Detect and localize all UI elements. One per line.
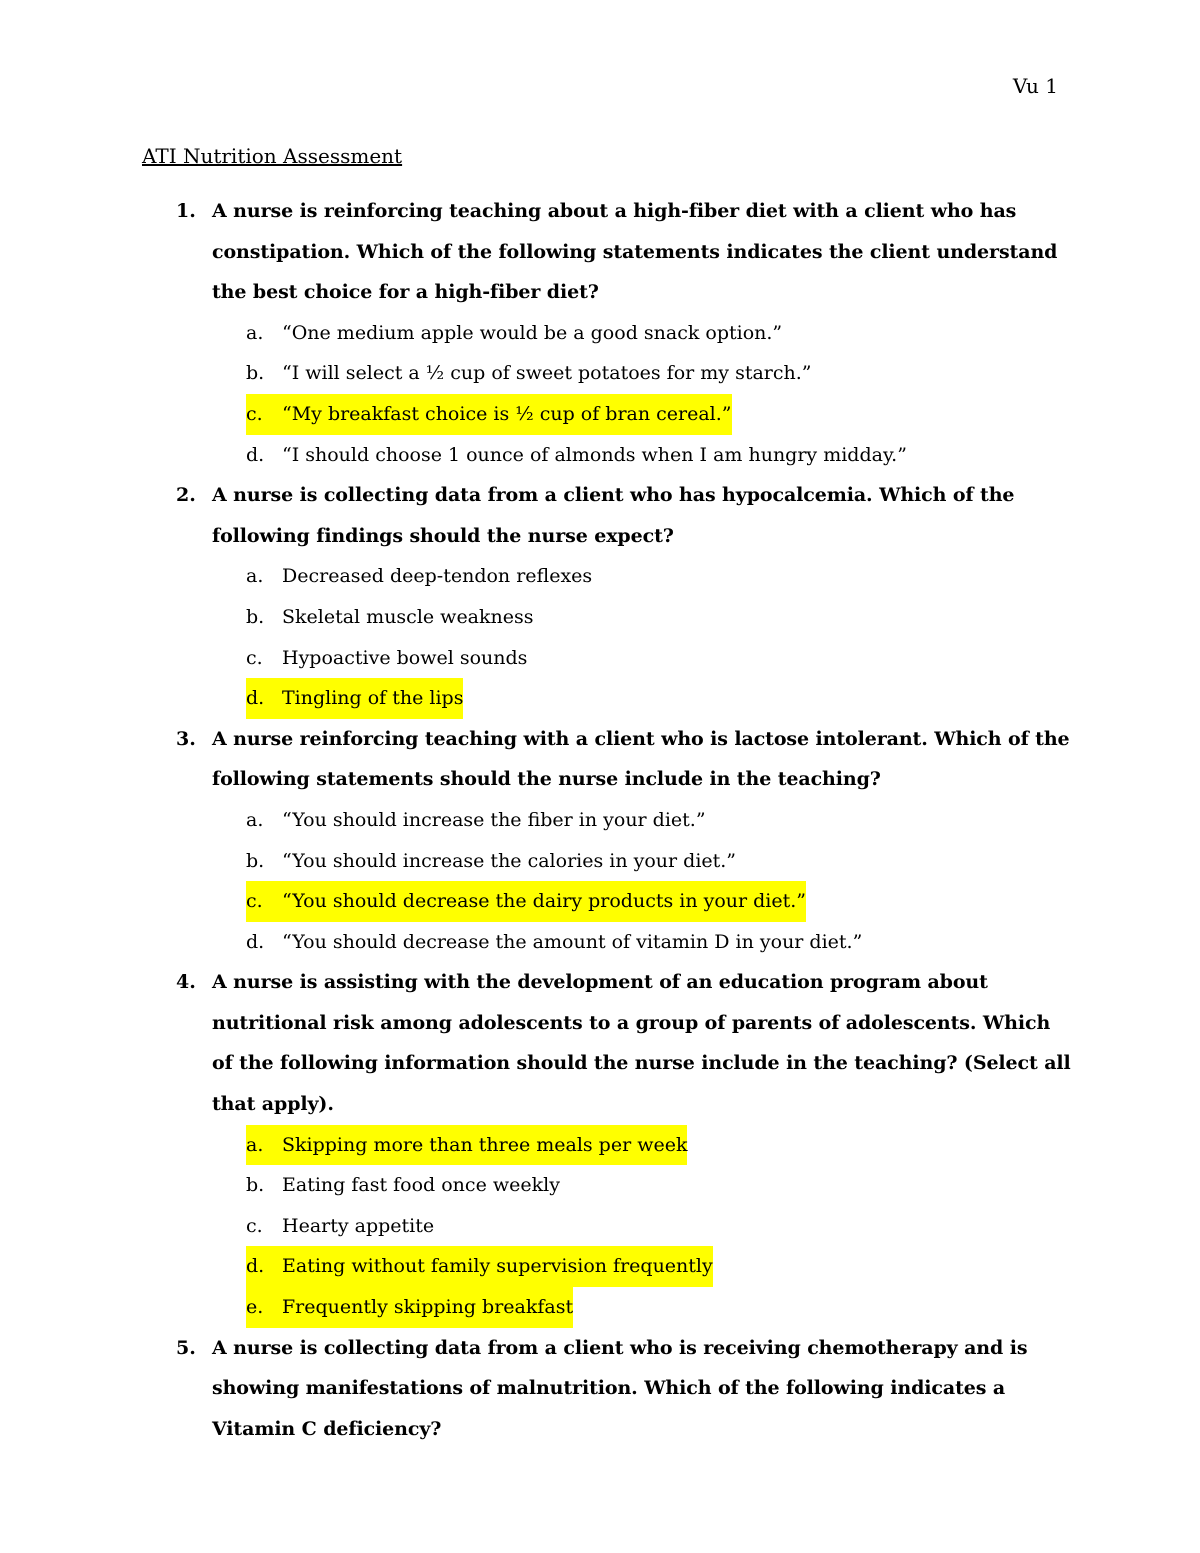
answer-letter: c. — [246, 402, 263, 425]
answer-text: Skipping more than three meals per week — [282, 1133, 688, 1156]
answer-letter: e. — [246, 1296, 264, 1319]
answer-option — [142, 1206, 1072, 1247]
answer-option-content — [246, 1287, 573, 1328]
question-text: A nurse is collecting data from a client who has hypocalcemia. Which of the following findings should the nurse expect? — [212, 484, 1015, 547]
answer-option — [142, 1165, 1072, 1206]
document-title: ATI Nutrition Assessment — [142, 144, 403, 168]
answer-letter: a. — [246, 1133, 264, 1156]
answer-option-highlighted — [142, 678, 1072, 719]
answer-option — [142, 800, 1072, 841]
answer-options — [142, 800, 1072, 962]
answer-letter: d. — [246, 1255, 265, 1278]
answer-text: Hearty appetite — [282, 1214, 435, 1237]
answer-text: “My breakfast choice is ½ cup of bran cereal.” — [282, 402, 732, 425]
question-item — [142, 1328, 1072, 1450]
answer-option — [142, 597, 1072, 638]
answer-option-content — [246, 556, 592, 597]
question-text: A nurse is assisting with the development of an education program about nutritional risk among adolescents to a group of parents of adolescents. Which of the following information should the nurse include in the teaching? (Select all that apply). — [212, 971, 1071, 1116]
answer-text: Eating fast food once weekly — [282, 1174, 560, 1197]
question-number: 4. — [176, 971, 196, 994]
question-item — [142, 475, 1072, 719]
answer-text: “You should decrease the dairy products in your diet.” — [282, 890, 807, 913]
answer-option-content — [246, 1206, 434, 1247]
answer-text: Tingling of the lips — [282, 687, 464, 710]
answer-option — [142, 638, 1072, 679]
answer-text: Decreased deep-tendon reflexes — [282, 565, 593, 588]
answer-letter: b. — [246, 362, 265, 385]
answer-text: Hypoactive bowel sounds — [282, 646, 528, 669]
answer-text: Eating without family supervision frequently — [282, 1255, 713, 1278]
answer-option-content — [246, 597, 534, 638]
answer-option — [142, 556, 1072, 597]
answer-text: “You should decrease the amount of vitamin D in your diet.” — [282, 930, 863, 953]
answer-option — [142, 841, 1072, 882]
question-item — [142, 962, 1072, 1327]
answer-options — [142, 556, 1072, 718]
answer-letter: b. — [246, 1174, 265, 1197]
answer-option-content — [246, 678, 463, 719]
answer-option — [142, 353, 1072, 394]
question-list — [142, 191, 1072, 1449]
question-number: 3. — [176, 727, 196, 750]
answer-option — [142, 922, 1072, 963]
answer-text: “One medium apple would be a good snack option.” — [282, 321, 783, 344]
answer-text: “You should increase the fiber in your diet.” — [282, 808, 706, 831]
answer-options — [142, 1125, 1072, 1328]
answer-option-content — [246, 638, 527, 679]
question-item — [142, 191, 1072, 475]
answer-letter: d. — [246, 687, 265, 710]
answer-option-content — [246, 353, 812, 394]
answer-text: Frequently skipping breakfast — [282, 1296, 574, 1319]
answer-option-content — [246, 1165, 560, 1206]
answer-letter: a. — [246, 321, 264, 344]
page-header-label: Vu 1 — [1012, 74, 1058, 98]
answer-letter: d. — [246, 443, 265, 466]
question-number: 1. — [176, 200, 196, 222]
answer-option-highlighted — [142, 1287, 1072, 1328]
question-item — [142, 719, 1072, 963]
answer-option-highlighted — [142, 1125, 1072, 1166]
answer-option-content — [246, 394, 732, 435]
answer-text: “I should choose 1 ounce of almonds when I am hungry midday.” — [282, 443, 907, 466]
answer-text: Skeletal muscle weakness — [282, 605, 534, 628]
answer-option-content — [246, 313, 782, 354]
answer-letter: d. — [246, 930, 265, 953]
answer-letter: c. — [246, 646, 263, 669]
answer-option-content — [246, 800, 706, 841]
answer-option-highlighted — [142, 1246, 1072, 1287]
answer-option-content — [246, 922, 862, 963]
question-number: 5. — [176, 1336, 196, 1359]
answer-option-content — [246, 435, 907, 476]
answer-option-content — [246, 841, 736, 882]
answer-option — [142, 435, 1072, 476]
answer-option-highlighted — [142, 394, 1072, 435]
question-text: A nurse reinforcing teaching with a client who is lactose intolerant. Which of the following statements should the nurse include in the teaching? — [212, 727, 1070, 791]
answer-letter: a. — [246, 808, 264, 831]
question-number: 2. — [176, 484, 196, 507]
question-text: A nurse is reinforcing teaching about a high-fiber diet with a client who has constipation. Which of the following statements indicates the client understand the best choice for a high-fiber diet? — [212, 200, 1058, 304]
question-text: A nurse is collecting data from a client who is receiving chemotherapy and is showing manifestations of malnutrition. Which of the following indicates a Vitamin C deficiency? — [212, 1336, 1028, 1440]
answer-letter: c. — [246, 890, 263, 913]
answer-option — [142, 313, 1072, 354]
answer-option-content — [246, 1125, 687, 1166]
answer-letter: a. — [246, 565, 264, 588]
answer-text: “You should increase the calories in your diet.” — [282, 849, 737, 872]
answer-option-content — [246, 881, 806, 922]
answer-option-highlighted — [142, 881, 1072, 922]
answer-letter: b. — [246, 605, 265, 628]
answer-letter: c. — [246, 1214, 263, 1237]
answer-letter: b. — [246, 849, 265, 872]
answer-option-content — [246, 1246, 713, 1287]
answer-options — [142, 313, 1072, 475]
answer-text: “I will select a ½ cup of sweet potatoes for my starch.” — [282, 362, 812, 385]
